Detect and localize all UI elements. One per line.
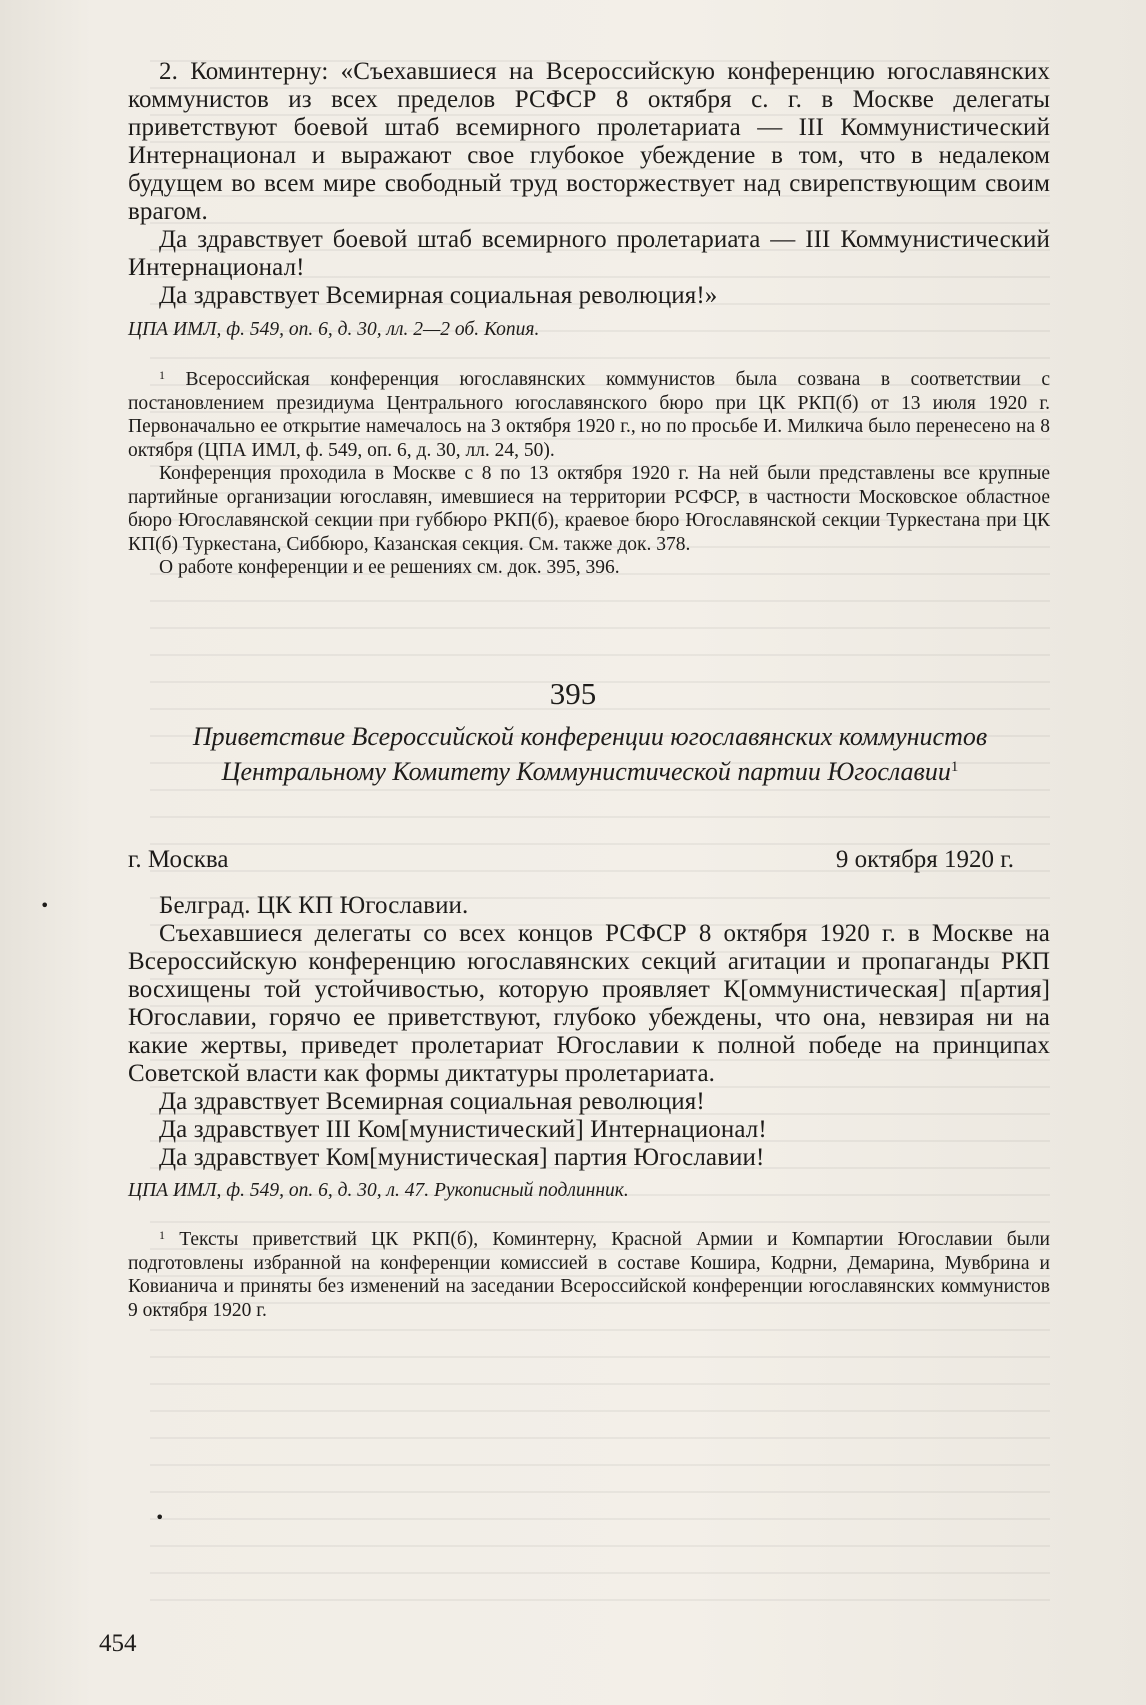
prev-footnotes: [128, 364, 1050, 580]
document-place: г. Москва: [128, 846, 229, 873]
prev-paragraph-3: Да здравствует Всемирная социальная революция!»: [159, 282, 718, 309]
document-footnote: [128, 1224, 1050, 1322]
footnote-mark: 1: [159, 368, 165, 382]
document-number: 395: [549, 676, 597, 711]
dateline: [128, 846, 1014, 874]
prev-paragraph-1: 2. Коминтерну: «Съехавшиеся на Всероссийскую конференцию югославянских коммунистов из всех пределов РСФСР 8 октября с. г. в Москве делегаты приветствуют боевой штаб всемирного пролетариата — III Коммунистический Интернационал и выражают свое глубокое убеждение в том, что в недалеком будущем во всем мире свободный труд восторжествует над свирепствующим своим врагом.: [128, 58, 1050, 225]
prev-footnote-1: [128, 364, 1050, 462]
slogan-3: Да здравствует Ком[мунистическая] партия Югославии!: [159, 1144, 765, 1171]
page-number: 454: [99, 1630, 137, 1657]
prev-document-text: [128, 58, 1050, 310]
prev-footnote-1-text: Всероссийская конференция югославянских коммунистов была созвана в соответствии с постановлением президиума Центрального югославянского бюро при ЦК РКП(б) от 13 июля 1920 г. Первоначально ее открытие намечалось на 3 октября 1920 г., но по просьбе И. Милкича было перенесено на 8 октября (ЦПА ИМЛ, ф. 549, оп. 6, д. 30, лл. 24, 50).: [128, 369, 1050, 461]
prev-footnote-3: О работе конференции и ее решениях см. док. 395, 396.: [159, 557, 620, 578]
document-title-text: Приветствие Всероссийской конференции югославянских коммунистов Центральному Комитету Коммунистической партии Югославии: [192, 722, 988, 786]
document-footnote-text: Тексты приветствий ЦК РКП(б), Коминтерну, Красной Армии и Компартии Югославии были подготовлены избранной на конференции комиссией в составе Кошира, Кодрни, Демарина, Мувбрина и Ковианича и приняты без изменений на заседании Всероссийской конференции югославянских коммунистов 9 октября 1920 г.: [128, 1229, 1050, 1321]
address-line: Белград. ЦК КП Югославии.: [159, 892, 469, 919]
body-paragraph: Съехавшиеся делегаты со всех концов РСФСР 8 октября 1920 г. в Москве на Всероссийскую конференцию югославянских секций агитации и пропаганды РКП восхищены той устойчивостью, которую проявляет К[оммунистическая] п[артия] Югославии, горячо ее приветствуют, глубоко убеждены, что она, невзирая ни на какие жертвы, приведет пролетариат Югославии к полной победе на принципах Советской власти как формы диктатуры пролетариата.: [128, 920, 1050, 1087]
slogan-2: Да здравствует III Ком[мунистический] Интернационал!: [159, 1116, 767, 1143]
title-footnote-mark: 1: [950, 759, 959, 775]
prev-paragraph-2: Да здравствует боевой штаб всемирного пролетариата — III Коммунистический Интернационал!: [128, 226, 1050, 281]
source-citation: ЦПА ИМЛ, ф. 549, оп. 6, д. 30, л. 47. Рукописный подлинник.: [128, 1180, 629, 1201]
prev-footnote-2: Конференция проходила в Москве с 8 по 13 октября 1920 г. На ней были представлены все крупные партийные организации югославян, имевшиеся на территории РСФСР, в частности Московское областное бюро Югославянской секции при губбюро РКП(б), краевое бюро Югославянской секции Туркестана при ЦК КП(б) Туркестана, Сиббюро, Казанская секция. См. также док. 378.: [128, 463, 1050, 555]
document-body: [128, 892, 1050, 1172]
document-date: 9 октября 1920 г.: [835, 846, 1014, 873]
stray-dot-mark: •: [155, 1508, 165, 1527]
footnote-mark: 1: [159, 1228, 165, 1242]
document-footnotes: [128, 1224, 1050, 1322]
document-title: [150, 722, 1030, 787]
slogan-1: Да здравствует Всемирная социальная революция!: [159, 1088, 705, 1115]
prev-source-citation: ЦПА ИМЛ, ф. 549, оп. 6, д. 30, лл. 2—2 об. Копия.: [128, 319, 540, 340]
stray-dot-mark: •: [40, 896, 50, 915]
